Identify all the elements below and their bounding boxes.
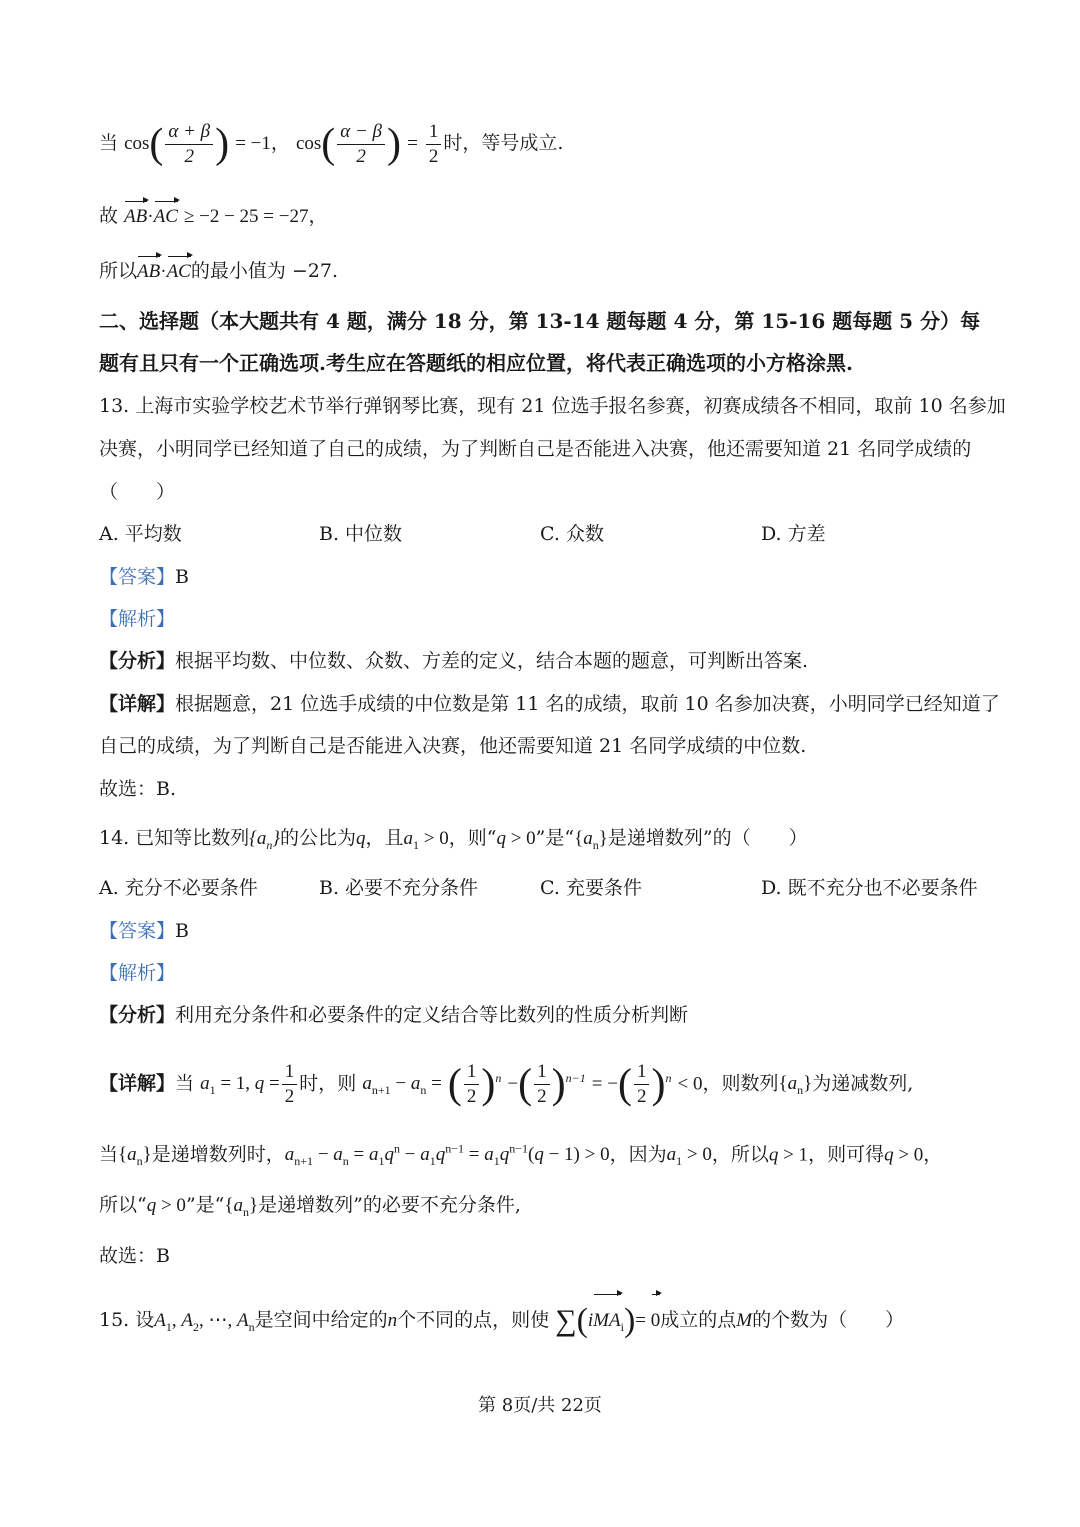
q13-option-d: D. 方差 (761, 523, 826, 545)
q14-option-d: D. 既不充分也不必要条件 (761, 877, 978, 899)
q13-stem-line1: 13. 上海市实验学校艺术节举行弹钢琴比赛，现有 21 位选手报名参赛，初赛成绩各不相同，取前 10 名参加 (99, 395, 1006, 417)
q14-option-a: A. 充分不必要条件 (99, 877, 258, 899)
q13-choice: 故选：B. (99, 778, 177, 800)
q14-xiangjie-line2: 当$\{a_n\}$是递增数列时，$a_{n+1} - a_n = a_1q^n - a_1q^{n-1} = a_1q^{n-1}(q - 1) > 0$，因为$a_1 > 0$，所以q > 1，则可得q > 0， (99, 1142, 943, 1169)
alpha-minus-beta-fraction: $\frac{\alpha - \beta}{2}$ (337, 120, 385, 169)
q14-fenxi: 【分析】利用充分条件和必要条件的定义结合等比数列的性质分析判断 (99, 1004, 689, 1026)
q14-option-c: C. 充要条件 (540, 877, 642, 899)
q14-option-b: B. 必要不充分条件 (319, 877, 479, 899)
q14-stem: 14. 已知等比数列$\{a_n\}$的公比为q，且$a_1 > 0$，则“q > 0”是“$\{a_n\}$是递增数列”的（ ） (99, 827, 808, 852)
alpha-plus-beta-fraction: $\frac{\alpha + \beta}{2}$ (165, 120, 213, 169)
q13-analysis-tag: 【解析】 (99, 608, 176, 630)
q13-option-b: B. 中位数 (319, 523, 403, 545)
section-heading-line1: 二、选择题（本大题共有 4 题，满分 18 分，第 13-14 题每题 4 分，第 15-16 题每题 5 分）每 (99, 309, 981, 333)
q14-choice: 故选：B (99, 1245, 170, 1267)
q13-xiangjie-line2: 自己的成绩，为了判断自己是否能进入决赛，他还需要知道 21 名同学成绩的中位数. (99, 735, 807, 757)
q15-stem: 15. 设$A_1$, $A_2$, ⋯, $A_n$是空间中给定的n个不同的点，则使 ∑(iMA$_i$)= 0成立的点M的个数为（ ） (99, 1296, 904, 1351)
q14-answer: 【答案】B (99, 920, 189, 942)
q14-analysis-tag: 【解析】 (99, 962, 176, 984)
q13-stem-line2: 决赛，小明同学已经知道了自己的成绩，为了判断自己是否能进入决赛，他还需要知道 21 名同学成绩的 (99, 438, 972, 460)
q13-option-a: A. 平均数 (99, 523, 182, 545)
equality-condition-line: 当 cos( $\frac{\alpha + \beta}{2}$ ) = −1， cos( $\frac{\alpha - \beta}{2}$ ) = $\frac{1}{2}$ 时，等号成立. (99, 120, 564, 167)
half-fraction: $\frac{1}{2}$ (426, 120, 442, 169)
q13-fenxi: 【分析】根据平均数、中位数、众数、方差的定义，结合本题的题意，可判断出答案. (99, 650, 809, 672)
q13-answer: 【答案】B (99, 566, 189, 588)
page-footer: 第 8页/共 22页 (478, 1395, 602, 1416)
q14-xiangjie-line3: 所以“q > 0”是“$\{a_n\}$是递增数列”的必要不充分条件, (99, 1194, 521, 1219)
summation-symbol: ∑ (555, 1304, 577, 1337)
q13-option-c: C. 众数 (540, 523, 604, 545)
minimum-value-line: 所以AB·AC的最小值为 −27. (99, 258, 338, 285)
q13-stem-line3: （ ） (99, 481, 176, 503)
therefore-line: 故 AB·AC ≥ −2 − 25 = −27， (99, 203, 327, 230)
q14-xiangjie-line1: 【详解】当 $a_1 = 1$, q = $\frac{1}{2}$ 时，则 $a_{n+1} - a_n$ = ( $\frac{1}{2}$ )$^n$ −( $\frac{1}{2}$ )$^{n-1}$ = −( $\frac{1}{2}$ )$^n$ < 0，则数列$\{a_n\}$为递减数列, (99, 1060, 914, 1108)
q13-xiangjie-line1: 【详解】根据题意，21 位选手成绩的中位数是第 11 名的成绩，取前 10 名参加决赛，小明同学已经知道了 (99, 693, 1000, 715)
section-heading-line2: 题有且只有一个正确选项.考生应在答题纸的相应位置，将代表正确选项的小方格涂黑. (99, 351, 853, 375)
